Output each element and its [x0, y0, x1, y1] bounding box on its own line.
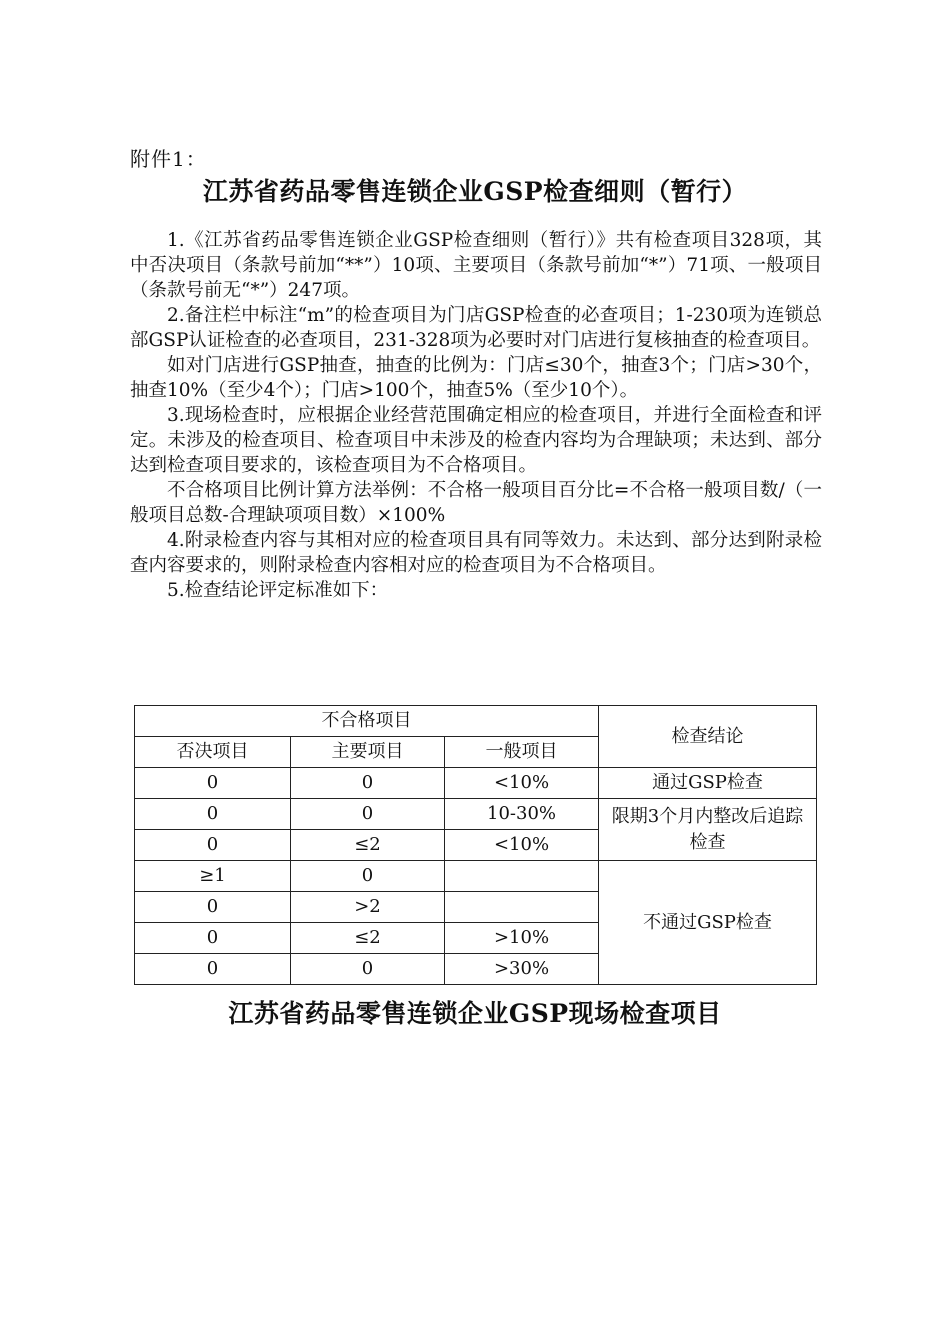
document-title: 江苏省药品零售连锁企业GSP检查细则（暂行）	[202, 177, 748, 206]
paragraph-7: 5.检查结论评定标准如下：	[167, 580, 389, 601]
table-cell: 0	[291, 861, 445, 892]
conclusion-cell: 通过GSP检查	[599, 768, 817, 799]
table-cell: 0	[135, 954, 291, 985]
table-cell: 0	[291, 768, 445, 799]
table-cell: <10%	[445, 830, 599, 861]
paragraph-2: 2.备注栏中标注“m”的检查项目为门店GSP检查的必查项目；1-230项为连锁总部GSP认证检查的必查项目，231-328项为必要时对门店进行复核抽查的检查项目。	[130, 305, 822, 351]
table-cell	[445, 892, 599, 923]
group-header-cell: 不合格项目	[135, 706, 599, 737]
table-cell: 0	[135, 799, 291, 830]
table-cell: >10%	[445, 923, 599, 954]
paragraph-3: 如对门店进行GSP抽查，抽查的比例为：门店≤30个，抽查3个；门店>30个，抽查10%（至少4个）；门店>100个，抽查5%（至少10个）。	[130, 355, 822, 401]
conclusion-cell	[599, 799, 817, 861]
column-header: 一般项目	[445, 737, 599, 768]
table-cell: 0	[291, 954, 445, 985]
table-row	[135, 768, 817, 799]
paragraph-5: 不合格项目比例计算方法举例：不合格一般项目百分比=不合格一般项目数/（一般项目总数-合理缺项项目数）×100%	[130, 480, 822, 526]
table-cell: 0	[135, 923, 291, 954]
table-cell	[445, 861, 599, 892]
table-cell: <10%	[445, 768, 599, 799]
paragraph-4: 3.现场检查时，应根据企业经营范围确定相应的检查项目，并进行全面检查和评定。未涉及的检查项目、检查项目中未涉及的检查内容均为合理缺项；未达到、部分达到检查项目要求的，该检查项目为不合格项目。	[130, 405, 822, 476]
table-cell: 0	[135, 830, 291, 861]
paragraph-6: 4.附录检查内容与其相对应的检查项目具有同等效力。未达到、部分达到附录检查内容要求的，则附录检查内容相对应的检查项目为不合格项目。	[130, 530, 822, 576]
conclusion-cell: 不通过GSP检查	[599, 861, 817, 985]
table-cell: 10-30%	[445, 799, 599, 830]
section-title: 江苏省药品零售连锁企业GSP现场检查项目	[228, 999, 722, 1028]
column-header: 否决项目	[135, 737, 291, 768]
table-header-row	[135, 706, 817, 737]
criteria-table	[134, 705, 817, 985]
table-row	[135, 861, 817, 892]
table-cell: ≤2	[291, 923, 445, 954]
table-cell: 0	[291, 799, 445, 830]
instructions-body	[130, 228, 822, 603]
table-cell: >30%	[445, 954, 599, 985]
table-cell: 0	[135, 892, 291, 923]
conclusion-header-cell: 检查结论	[599, 706, 817, 768]
paragraph-1: 1.《江苏省药品零售连锁企业GSP检查细则（暂行）》共有检查项目328项，其中否决项目（条款号前加“**”）10项、主要项目（条款号前加“*”）71项、一般项目（条款号前无“*”）247项。	[130, 230, 822, 301]
table-cell: ≤2	[291, 830, 445, 861]
column-header: 主要项目	[291, 737, 445, 768]
attachment-label: 附件1：	[130, 147, 207, 171]
table-cell: ≥1	[135, 861, 291, 892]
conclusion-text: 限期3个月内整改后追踪检查	[611, 805, 804, 853]
table-row	[135, 799, 817, 830]
table-cell: 0	[135, 768, 291, 799]
table-cell: >2	[291, 892, 445, 923]
